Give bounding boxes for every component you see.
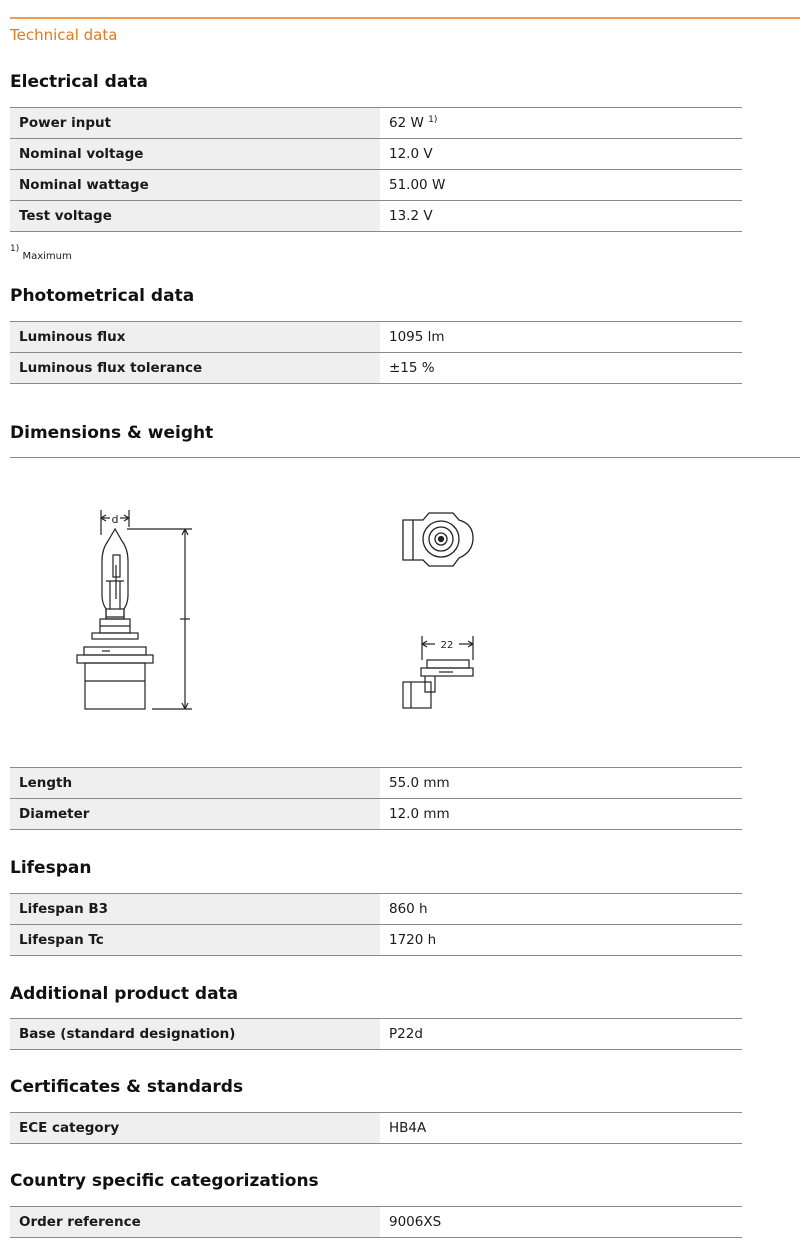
electrical-heading: Electrical data xyxy=(10,72,148,92)
row-label: Luminous flux tolerance xyxy=(10,353,380,384)
table-row xyxy=(10,201,742,232)
row-value: HB4A xyxy=(380,1113,742,1144)
footnote xyxy=(10,244,72,262)
table-row xyxy=(10,170,742,201)
footnote-ref: 1) xyxy=(428,115,438,125)
row-value: P22d xyxy=(380,1019,742,1050)
row-value: ±15 % xyxy=(380,353,742,384)
table-row xyxy=(10,322,742,353)
lifespan-heading: Lifespan xyxy=(10,858,92,878)
country-heading: Country specific categorizations xyxy=(10,1171,319,1191)
row-label: Luminous flux xyxy=(10,322,380,353)
row-value: 55.0 mm xyxy=(380,768,742,799)
dimensions-heading: Dimensions & weight xyxy=(10,423,214,443)
table-row xyxy=(10,108,742,139)
table-row xyxy=(10,1207,742,1238)
row-label: Length xyxy=(10,768,380,799)
bulb-base-drawing xyxy=(395,632,480,717)
table-row xyxy=(10,768,742,799)
electrical-table xyxy=(10,107,742,232)
row-label: Order reference xyxy=(10,1207,380,1238)
table-row xyxy=(10,353,742,384)
additional-table xyxy=(10,1018,742,1050)
row-value: 51.00 W xyxy=(380,170,742,201)
footnote-mark: 1) xyxy=(10,244,20,254)
certificates-table xyxy=(10,1112,742,1144)
row-value: 860 h xyxy=(380,894,742,925)
row-value-cell xyxy=(380,108,742,139)
dimensions-table xyxy=(10,767,742,830)
row-label: Lifespan B3 xyxy=(10,894,380,925)
diameter-label: d xyxy=(111,513,119,526)
table-row xyxy=(10,894,742,925)
row-value: 9006XS xyxy=(380,1207,742,1238)
additional-heading: Additional product data xyxy=(10,984,239,1004)
bulb-side-drawing xyxy=(70,505,200,720)
row-value: 1720 h xyxy=(380,925,742,956)
header-rule xyxy=(10,17,800,19)
section-rule xyxy=(10,457,800,458)
bulb-top-view-drawing xyxy=(395,508,477,573)
lifespan-table xyxy=(10,893,742,956)
footnote-text: Maximum xyxy=(22,251,72,262)
table-row xyxy=(10,1113,742,1144)
row-label: Base (standard designation) xyxy=(10,1019,380,1050)
table-row xyxy=(10,1019,742,1050)
page-title: Technical data xyxy=(10,26,118,44)
row-label: Diameter xyxy=(10,799,380,830)
row-value: 12.0 V xyxy=(380,139,742,170)
table-row xyxy=(10,799,742,830)
row-label: Test voltage xyxy=(10,201,380,232)
row-value: 13.2 V xyxy=(380,201,742,232)
row-value: 62 W xyxy=(389,115,424,131)
photometrical-heading: Photometrical data xyxy=(10,286,195,306)
base-width-label: 22 xyxy=(440,640,454,651)
row-label: Lifespan Tc xyxy=(10,925,380,956)
row-value: 1095 lm xyxy=(380,322,742,353)
row-label: Nominal voltage xyxy=(10,139,380,170)
row-value: 12.0 mm xyxy=(380,799,742,830)
row-label: ECE category xyxy=(10,1113,380,1144)
certificates-heading: Certificates & standards xyxy=(10,1077,244,1097)
photometrical-table xyxy=(10,321,742,384)
row-label: Nominal wattage xyxy=(10,170,380,201)
table-row xyxy=(10,139,742,170)
row-label: Power input xyxy=(10,108,380,139)
table-row xyxy=(10,925,742,956)
country-table xyxy=(10,1206,742,1238)
